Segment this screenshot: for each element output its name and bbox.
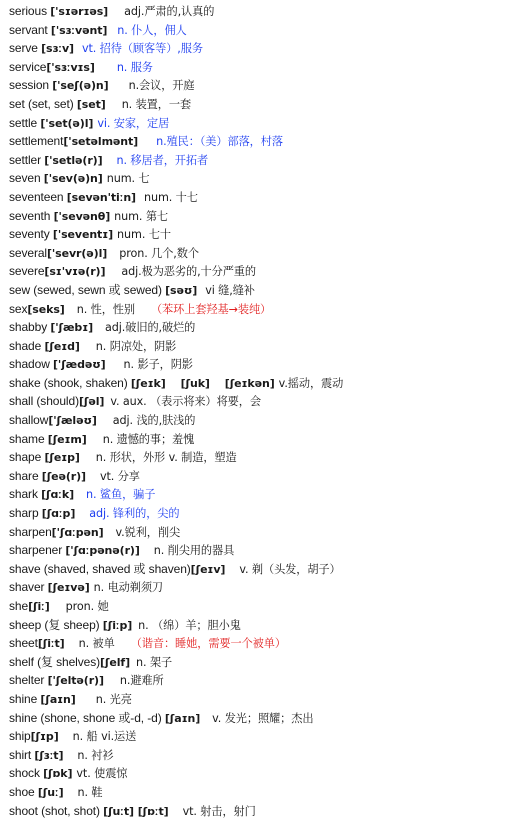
headword: seven [9,171,44,186]
phonetic: ['sevr(ə)l] [46,246,108,260]
definition: vt. 使震惊 [76,767,128,781]
phonetic: ['sɜːvənt] [50,23,108,37]
definition: n. 形状，外形 v. 制造，塑造 [95,451,237,465]
definition: n.避难所 [119,674,164,688]
vocab-entry [9,132,509,151]
definition: vt. 招待（顾客等）,服务 [81,42,203,56]
definition: adj. 锋利的，尖的 [89,507,180,521]
vocab-entry [9,76,509,95]
phonetic: [sevən'tiːn] [66,190,136,204]
definition: n. 移居者，开拓者 [116,153,209,167]
vocab-entry [9,504,509,523]
definition: n. 影子，阴影 [123,358,193,372]
vocab-entry [9,634,509,653]
phonetic: ['ʃɑːpən] [51,525,104,539]
headword: shoot (shot, shot) [9,803,104,818]
definition: pron. 几个,数个 [119,246,199,260]
headword: shelter [9,673,48,688]
headword: shine (shone, shone 或-d, -d) [9,710,165,725]
definition: n. 船 vi.运送 [72,730,137,744]
vocab-entry [9,597,509,616]
phonetic: [sɜːv] [41,42,74,56]
headword: sew (sewed, sewn 或 sewed) [9,282,166,297]
phonetic: ['sev(ə)n] [43,172,103,186]
definition: n. 仆人，佣人 [117,23,187,37]
vocab-entry [9,653,509,672]
headword: share [9,468,42,483]
definition: pron. 她 [65,600,109,613]
phonetic: [ʃaɪn] [40,692,76,706]
phonetic: [seks] [27,302,65,316]
phonetic: ['set(ə)l] [40,116,94,130]
vocabulary-list [9,2,509,820]
vocab-entry [9,802,509,821]
headword: shadow [9,357,53,372]
phonetic: [ʃɪp] [30,730,59,744]
vocab-entry [9,58,509,77]
phonetic: [ʃeɪd] [44,339,80,353]
vocab-entry [9,262,509,281]
vocab-entry [9,21,509,40]
phonetic: ['setlə(r)] [44,153,103,167]
vocab-entry [9,671,509,690]
definition: n. 遗憾的事；羞愧 [102,432,195,446]
vocab-entry [9,448,509,467]
phonetic: ['ʃɑːpənə(r)] [65,544,140,558]
headword: shame [9,431,48,446]
phonetic: [ʃeɪvə] [47,581,90,595]
phonetic: [ʃiː] [28,600,50,613]
headword: serious [9,4,51,18]
phonetic: [ʃeə(r)] [41,469,86,483]
phonetic: [ʃeɪk] [ʃuk] [ʃeɪkən] [130,376,275,390]
headword: several [9,245,47,260]
vocab-entry [9,355,509,374]
vocab-entry [9,337,509,356]
headword: sharp [9,506,42,521]
vocab-entry [9,709,509,728]
headword: settler [9,152,45,167]
headword: ship [9,729,31,744]
vocab-entry [9,690,509,709]
phonetic: [ʃelf] [100,655,131,669]
definition: n.会议，开庭 [128,79,195,93]
vocab-entry [9,318,509,337]
headword: shoe [9,784,38,799]
definition: n. 电动剃须刀 [93,581,164,595]
vocab-entry [9,764,509,783]
headword: shallow [9,413,49,428]
headword: service [9,59,47,74]
definition: n. 鞋 [77,785,103,799]
definition: n. （绵）羊；胆小鬼 [138,618,241,632]
phonetic: [ʃeɪp] [44,451,80,465]
vocab-entry [9,541,509,560]
vocab-entry [9,560,509,579]
phonetic: ['seventɪ] [52,228,114,242]
definition: n. 光亮 [95,692,132,706]
definition: num. 十七 [143,190,198,204]
vocab-entry [9,281,509,300]
headword: shall (should) [9,394,79,409]
headword: shape [9,450,45,465]
vocab-entry [9,392,509,411]
phonetic: ['ʃæbɪ] [50,321,94,335]
headword: sex [9,301,28,316]
definition: n. 性，性别 [76,302,135,316]
phonetic: ['sɪərɪəs] [50,5,109,18]
definition: v. 剃（头发，胡子） [239,562,341,576]
mnemonic-note: （谐音：睡她，需要一个被单） [130,637,286,651]
vocab-entry [9,114,509,133]
headword: shake (shook, shaken) [9,375,131,390]
headword: shabby [9,320,51,335]
vocab-entry [9,578,509,597]
vocab-entry [9,746,509,765]
phonetic: [set] [76,97,106,111]
definition: v.锐利，削尖 [115,525,181,539]
definition: vi. 安家，定居 [97,116,170,130]
vocab-entry [9,151,509,170]
headword: sharpen [9,524,52,539]
vocab-entry [9,225,509,244]
headword: settlement [9,134,64,149]
phonetic: ['setəlmənt] [63,135,139,149]
headword: she [9,599,29,613]
vocab-entry [9,169,509,188]
definition: v. 发光；照耀；杰出 [212,711,314,725]
definition: num. 七十 [117,228,171,242]
phonetic: [ʃiːp] [102,618,133,632]
vocab-entry [9,411,509,430]
phonetic: [ʃeɪv] [190,562,226,576]
phonetic: ['sevənθ] [53,209,111,223]
vocab-entry [9,374,509,393]
headword: shelf (复 shelves) [9,654,100,669]
definition: n. 被单 [78,637,115,651]
vocab-entry [9,727,509,746]
phonetic: ['ʃædəʊ] [53,358,106,372]
phonetic: [ʃeɪm] [47,432,87,446]
phonetic: [ʃɑːk] [41,488,74,502]
headword: set (set, set) [9,96,77,111]
vocab-entry [9,244,509,263]
phonetic: ['ʃæləʊ] [48,414,97,428]
definition: n. 服务 [116,60,153,74]
phonetic: [ʃaɪn] [164,711,201,725]
headword: seventeen [9,189,67,204]
headword: servant [9,22,51,37]
vocab-entry [9,783,509,802]
phonetic: ['sɜːvɪs] [46,60,95,74]
vocab-entry [9,2,509,21]
mnemonic-note: （苯环上套羟基→装纯） [150,302,272,316]
definition: vt. 射击，射门 [182,804,256,818]
definition: vt. 分享 [100,469,140,483]
headword: shirt [9,747,35,762]
headword: shave (shaved, shaved 或 shaven) [9,561,191,576]
phonetic: [ʃiːt] [37,637,65,651]
headword: shock [9,766,44,781]
headword: sheet [9,636,38,651]
phonetic: ['seʃ(ə)n] [52,79,109,93]
headword: shaver [9,580,48,595]
definition: adj.极为恶劣的,十分严重的 [121,265,256,279]
definition: adj. 浅的,肤浅的 [112,414,196,428]
phonetic: [ʃəl] [78,395,105,409]
phonetic: [ʃuː] [37,785,64,799]
headword: shark [9,487,42,502]
vocab-entry [9,207,509,226]
vocab-entry [9,616,509,635]
vocab-entry [9,467,509,486]
definition: n. 阴凉处，阴影 [95,339,177,353]
phonetic: [ʃɒk] [43,767,73,781]
phonetic: [ʃɑːp] [41,507,76,521]
headword: session [9,78,53,93]
definition: num. 第七 [114,209,169,223]
definition: n. 衬衫 [77,748,114,762]
definition: n. 鲨鱼，骗子 [86,488,156,502]
headword: seventy [9,227,53,242]
definition: vi 缝,缝补 [205,283,255,297]
headword: shine [9,691,41,706]
definition: n. 架子 [136,655,173,669]
definition: v.摇动，震动 [278,376,344,390]
definition: num. 七 [106,172,150,186]
headword: sheep (复 sheep) [9,617,103,632]
definition: adj.严肃的,认真的 [124,5,215,18]
headword: serve [9,41,42,56]
vocab-entry [9,300,509,319]
vocab-entry [9,188,509,207]
definition: n. 装置，一套 [121,97,192,111]
definition: n.殖民：（美）部落，村落 [156,135,283,149]
vocab-entry [9,523,509,542]
vocab-entry [9,95,509,114]
definition: n. 削尖用的器具 [153,544,235,558]
headword: settle [9,115,41,130]
phonetic: [ʃuːt] [ʃɒːt] [103,804,169,818]
definition: adj.破旧的,破烂的 [105,321,196,335]
phonetic: [sɪ'vɪə(r)] [44,265,106,279]
vocab-entry [9,485,509,504]
headword: shade [9,338,45,353]
vocab-entry [9,39,509,58]
vocab-entry [9,430,509,449]
headword: severe [9,264,45,279]
phonetic: [ʃɜːt] [34,748,64,762]
headword: sharpener [9,543,66,558]
phonetic: ['ʃeltə(r)] [47,674,104,688]
definition: v. aux. （表示将来）将要，会 [110,395,261,409]
headword: seventh [9,208,54,223]
phonetic: [səʊ] [165,283,198,297]
